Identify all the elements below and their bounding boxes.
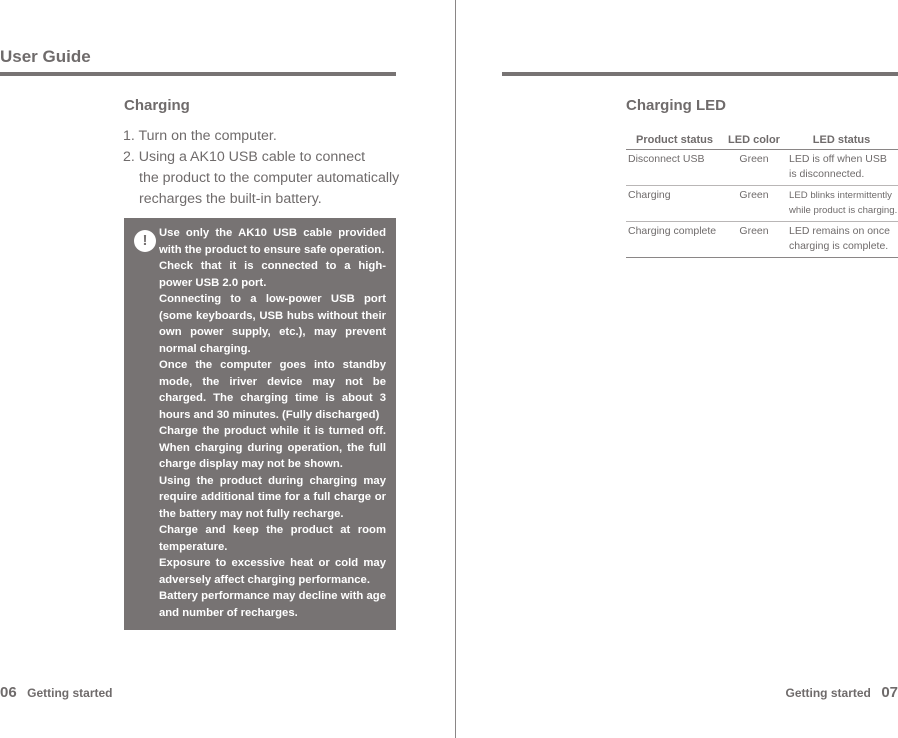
step-2: 2. Using a AK10 USB cable to connect [123,149,366,165]
cell-led-color: Green [723,186,785,222]
cell-led-color: Green [723,222,785,258]
cell-product-status: Charging [626,186,723,222]
left-page-number: 06 [0,684,17,701]
right-footer-label: Getting started [785,686,871,700]
step-1: 1. Turn on the computer. [123,128,277,144]
right-page-number: 07 [881,684,898,701]
right-header-rule [502,72,898,76]
table-row [626,222,898,258]
warning-paragraph: Exposure to excessive heat or cold may adversely affect charging performance. [159,557,386,586]
warning-paragraph: Using the product during charging may require additional time for a full charge or the battery may not fully recharge. [159,474,386,520]
table-row [626,150,898,186]
warning-paragraph: Once the computer goes into standby mode, the iriver device may not be charged. The charging time is about 3 hours and 30 minutes. (Fully discharged) [159,359,386,421]
table-row [626,186,898,222]
left-footer-label: Getting started [27,686,113,700]
warning-paragraph: Charge the product while it is turned off. When charging during operation, the full charge display may not be shown. [159,425,386,470]
cell-product-status: Charging complete [626,222,723,258]
warning-paragraph: Battery performance may decline with age and number of recharges. [159,590,386,619]
warning-box [124,218,396,630]
charging-led-heading: Charging LED [626,97,726,114]
right-footer [786,684,898,702]
warning-paragraph: Use only the AK10 USB cable provided with the product to ensure safe operation. [159,227,386,256]
step-2-line-3: recharges the built-in battery. [139,191,322,207]
page-divider [455,0,456,738]
warning-paragraph: Charge and keep the product at room temperature. [159,524,386,553]
charging-steps [123,126,403,210]
warning-paragraph: Connecting to a low-power USB port (some keyboards, USB hubs without their own power supply, etc.), may prevent normal charging. [159,293,386,355]
led-status-line: is disconnected. [789,168,865,180]
exclamation-icon: ! [134,230,156,252]
led-status-line: charging is complete. [789,240,889,252]
cell-led-color: Green [723,150,785,186]
led-status-line: LED remains on once [789,225,890,237]
column-header-product-status: Product status [626,130,723,150]
led-status-line: while product is charging. [789,205,898,216]
left-footer [0,684,112,702]
charging-heading: Charging [124,97,190,114]
cell-led-status [785,222,898,258]
led-status-table [626,130,898,258]
column-header-led-status: LED status [785,130,898,150]
led-status-line: LED blinks intermittently [789,190,892,201]
step-2-line-2: the product to the computer automatically [139,170,400,186]
warning-text [159,225,386,621]
cell-product-status: Disconnect USB [626,150,723,186]
table-header-row [626,130,898,150]
cell-led-status [785,186,898,222]
column-header-led-color: LED color [723,130,785,150]
left-header-rule [0,72,396,76]
warning-paragraph: Check that it is connected to a high-power USB 2.0 port. [159,260,386,289]
led-status-line: LED is off when USB [789,153,887,165]
cell-led-status [785,150,898,186]
guide-title: User Guide [0,47,91,66]
